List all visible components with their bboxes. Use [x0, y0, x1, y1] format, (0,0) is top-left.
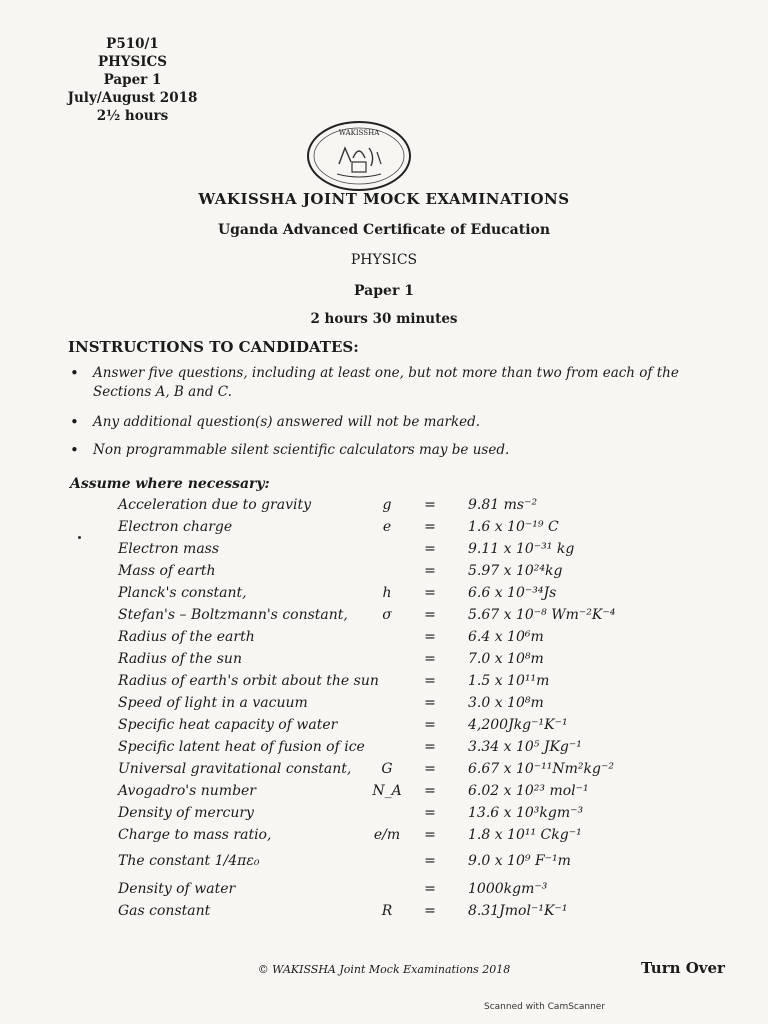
constant-row	[0, 519, 768, 541]
constant-equals: =	[424, 783, 436, 799]
constant-name: Charge to mass ratio,	[118, 827, 272, 843]
constant-equals: =	[424, 903, 436, 919]
constant-value: 3.0 x 10⁸m	[468, 695, 544, 711]
exam-paper: Paper 1	[354, 283, 414, 299]
constant-name: Density of water	[118, 881, 236, 897]
constant-equals: =	[424, 519, 436, 535]
constant-row	[0, 805, 768, 827]
constant-row	[0, 563, 768, 585]
constant-equals: =	[424, 673, 436, 689]
constant-name: Specific heat capacity of water	[118, 717, 338, 733]
constant-value: 4,200Jkg⁻¹K⁻¹	[468, 717, 568, 733]
constant-equals: =	[424, 805, 436, 821]
instruction-item: • Any additional question(s) answered will not be marked.	[68, 413, 688, 432]
constant-equals: =	[424, 607, 436, 623]
paper-duration: 2½ hours	[96, 108, 169, 124]
constant-name: Electron mass	[118, 541, 220, 557]
instruction-item: • Answer five questions, including at least one, but not more than two from each of the Sections A, B and C.	[68, 364, 688, 402]
constant-name: Universal gravitational constant,	[118, 761, 352, 777]
constant-row	[0, 541, 768, 563]
constant-value: 9.0 x 10⁹ F⁻¹m	[468, 853, 571, 869]
constant-name: Density of mercury	[118, 805, 254, 821]
constant-row	[0, 853, 768, 875]
paper-date: July/August 2018	[67, 90, 198, 106]
constant-value: 1000kgm⁻³	[468, 881, 548, 897]
constant-name: Electron charge	[118, 519, 233, 535]
instruction-item: • Non programmable silent scientific calculators may be used.	[68, 441, 688, 460]
constant-row	[0, 881, 768, 903]
constant-row	[0, 651, 768, 673]
constant-name: Gas constant	[118, 903, 211, 919]
constant-value: 9.11 x 10⁻³¹ kg	[468, 541, 575, 557]
constant-value: 1.6 x 10⁻¹⁹ C	[468, 519, 559, 535]
constant-symbol: R	[381, 903, 393, 919]
constant-symbol: G	[381, 761, 393, 777]
constant-value: 6.4 x 10⁶m	[468, 629, 544, 645]
constant-value: 1.8 x 10¹¹ Ckg⁻¹	[468, 827, 582, 843]
constant-row	[0, 783, 768, 805]
constant-value: 6.67 x 10⁻¹¹Nm²kg⁻²	[468, 761, 614, 777]
paper-subject: PHYSICS	[97, 54, 168, 70]
constant-symbol: e	[382, 519, 392, 535]
stray-mark	[78, 536, 81, 539]
constant-row	[0, 761, 768, 783]
footer-copyright: © WAKISSHA Joint Mock Examinations 2018	[257, 963, 511, 976]
constant-name: Specific latent heat of fusion of ice	[118, 739, 365, 755]
constant-row	[0, 497, 768, 519]
paper-number: Paper 1	[103, 72, 162, 88]
constant-equals: =	[424, 497, 436, 513]
constant-equals: =	[424, 853, 436, 869]
instructions-heading: INSTRUCTIONS TO CANDIDATES:	[68, 338, 359, 356]
constant-symbol: σ	[382, 607, 392, 623]
constant-name: Radius of the earth	[118, 629, 255, 645]
constant-name: Planck's constant,	[118, 585, 247, 601]
constant-equals: =	[424, 695, 436, 711]
constant-equals: =	[424, 761, 436, 777]
exam-title: WAKISSHA JOINT MOCK EXAMINATIONS	[198, 190, 570, 208]
constant-symbol: h	[382, 585, 392, 601]
constant-value: 1.5 x 10¹¹m	[468, 673, 550, 689]
constant-name: Speed of light in a vacuum	[118, 695, 308, 711]
constant-row	[0, 673, 768, 695]
constant-value: 3.34 x 10⁵ JKg⁻¹	[468, 739, 582, 755]
exam-subject: PHYSICS	[350, 252, 418, 268]
constant-equals: =	[424, 651, 436, 667]
constant-row	[0, 827, 768, 849]
constant-value: 5.97 x 10²⁴kg	[468, 563, 563, 579]
constant-name: Stefan's – Boltzmann's constant,	[118, 607, 348, 623]
constant-value: 8.31Jmol⁻¹K⁻¹	[468, 903, 568, 919]
constant-name: The constant 1/4πε₀	[118, 853, 260, 869]
constant-name: Radius of the sun	[118, 651, 242, 667]
constant-name: Avogadro's number	[118, 783, 257, 799]
constant-symbol: g	[382, 497, 392, 513]
constant-row	[0, 739, 768, 761]
exam-subtitle: Uganda Advanced Certificate of Education	[217, 222, 551, 238]
assume-label: Assume where necessary:	[70, 476, 270, 492]
constant-row	[0, 717, 768, 739]
constant-value: 9.81 ms⁻²	[468, 497, 538, 513]
constant-value: 6.02 x 10²³ mol⁻¹	[468, 783, 589, 799]
constant-equals: =	[424, 563, 436, 579]
constant-row	[0, 695, 768, 717]
constant-equals: =	[424, 629, 436, 645]
constant-row	[0, 629, 768, 651]
constant-symbol: e/m	[373, 827, 401, 843]
constant-row	[0, 903, 768, 925]
constant-name: Acceleration due to gravity	[118, 497, 312, 513]
paper-code: P510/1	[106, 36, 159, 52]
constant-symbol: N_A	[372, 783, 402, 799]
constant-value: 13.6 x 10³kgm⁻³	[468, 805, 584, 821]
turn-over-label: Turn Over	[641, 959, 725, 977]
constant-row	[0, 585, 768, 607]
constant-name: Mass of earth	[118, 563, 216, 579]
exam-duration: 2 hours 30 minutes	[310, 311, 458, 327]
constant-equals: =	[424, 585, 436, 601]
constant-equals: =	[424, 739, 436, 755]
constant-equals: =	[424, 717, 436, 733]
svg-text:WAKISSHA: WAKISSHA	[338, 129, 380, 137]
constant-name: Radius of earth's orbit about the sun	[118, 673, 379, 689]
constant-value: 6.6 x 10⁻³⁴Js	[468, 585, 557, 601]
constant-equals: =	[424, 541, 436, 557]
constant-row	[0, 607, 768, 629]
constant-equals: =	[424, 881, 436, 897]
constant-value: 7.0 x 10⁸m	[468, 651, 544, 667]
scanner-watermark: Scanned with CamScanner	[484, 1002, 606, 1012]
constant-value: 5.67 x 10⁻⁸ Wm⁻²K⁻⁴	[468, 607, 616, 623]
constant-equals: =	[424, 827, 436, 843]
